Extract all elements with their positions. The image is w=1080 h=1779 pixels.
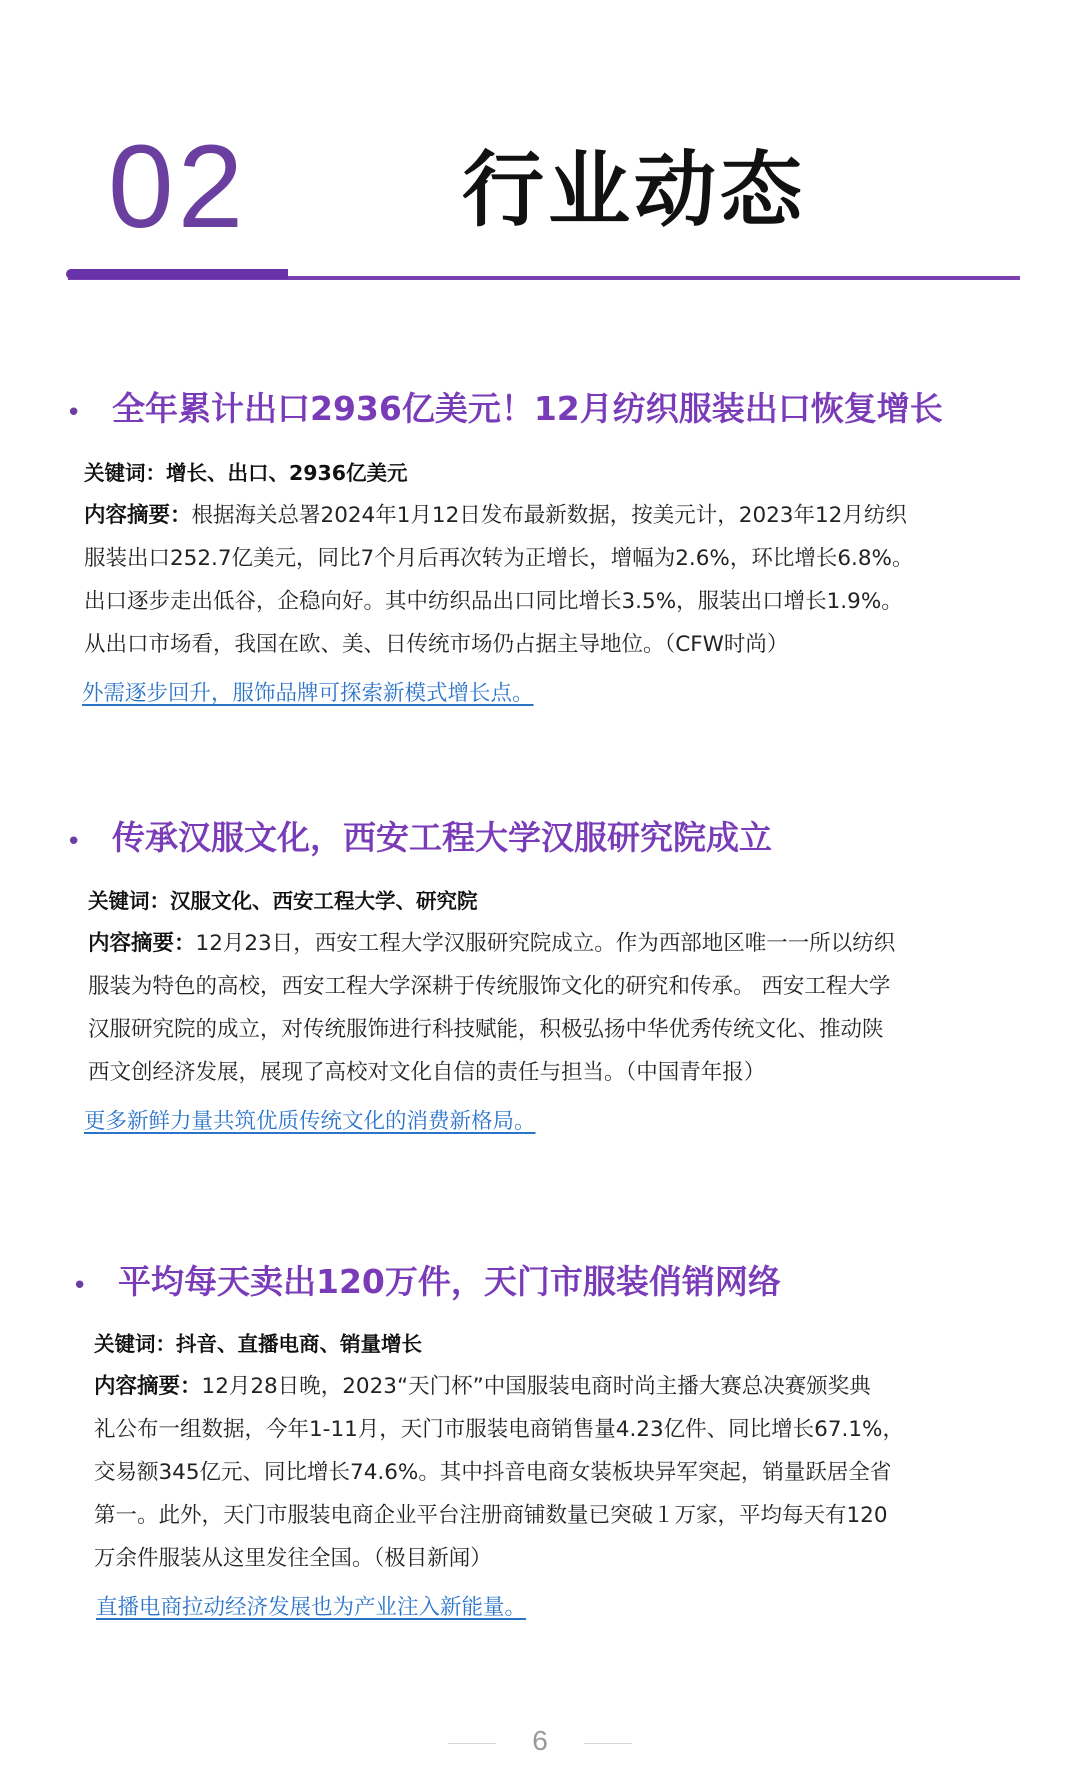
summary-line: 出口逐步走出低谷，企稳向好。其中纺织品出口同比增长3.5%，服装出口增长1.9%。 [84, 589, 903, 614]
footer-line-right [584, 1743, 632, 1744]
article-bullet: • [72, 1271, 88, 1301]
summary-label: 内容摘要： [94, 1374, 202, 1399]
page-number: 6 [532, 1725, 548, 1756]
summary-line: 根据海关总署2024年1月12日发布最新数据，按美元计，2023年12月纺织 [191, 503, 907, 528]
summary-line: 服装出口252.7亿美元，同比7个月后再次转为正增长，增幅为2.6%，环比增长6.8%。 [84, 546, 914, 571]
summary-line: 从出口市场看，我国在欧、美、日传统市场仍占据主导地位。（CFW时尚） [84, 632, 789, 657]
summary-line: 12月23日，西安工程大学汉服研究院成立。作为西部地区唯一一所以纺织 [195, 931, 896, 956]
article-summary [88, 922, 895, 1094]
summary-line: 礼公布一组数据，今年1-11月，天门市服装电商销售量4.23亿件、同比增长67.1%， [94, 1417, 904, 1442]
article-keywords: 关键词：抖音、直播电商、销量增长 [94, 1332, 422, 1356]
summary-line: 交易额345亿元、同比增长74.6%。其中抖音电商女装板块异军突起，销量跃居全省 [94, 1460, 892, 1485]
article-title: 全年累计出口2936亿美元！12月纺织服装出口恢复增长 [112, 389, 943, 428]
page-footer [0, 1723, 1080, 1763]
article-link[interactable]: 直播电商拉动经济发展也为产业注入新能量。 [96, 1595, 527, 1620]
summary-line: 第一。此外，天门市服装电商企业平台注册商铺数量已突破１万家，平均每天有120 [94, 1503, 888, 1528]
article-summary [84, 494, 913, 666]
article-keywords: 关键词：汉服文化、西安工程大学、研究院 [88, 889, 478, 913]
summary-label: 内容摘要： [88, 931, 196, 956]
article-link[interactable]: 外需逐步回升，服饰品牌可探索新模式增长点。 [82, 681, 534, 706]
header-divider-accent [66, 269, 288, 279]
article-title: 传承汉服文化，西安工程大学汉服研究院成立 [112, 818, 772, 857]
summary-line: 汉服研究院的成立，对传统服饰进行科技赋能，积极弘扬中华优秀传统文化、推动陕 [88, 1017, 884, 1042]
article-title: 平均每天卖出120万件，天门市服装俏销网络 [118, 1262, 781, 1301]
article-link[interactable]: 更多新鲜力量共筑优质传统文化的消费新格局。 [84, 1109, 536, 1134]
summary-label: 内容摘要： [84, 503, 192, 528]
article-bullet: • [66, 827, 82, 857]
summary-line: 西文创经济发展，展现了高校对文化自信的责任与担当。（中国青年报） [88, 1060, 766, 1085]
footer-line-left [448, 1743, 496, 1744]
section-title: 行业动态 [462, 143, 807, 238]
summary-line: 服装为特色的高校，西安工程大学深耕于传统服饰文化的研究和传承。 西安工程大学 [88, 974, 891, 999]
section-number: 02 [108, 121, 248, 253]
summary-line: 12月28日晚，2023“天门杯”中国服装电商时尚主播大赛总决赛颁奖典 [201, 1374, 871, 1399]
article-summary [94, 1365, 904, 1580]
summary-line: 万余件服装从这里发往全国。（极目新闻） [94, 1546, 492, 1571]
article-bullet: • [66, 398, 82, 428]
article-keywords: 关键词：增长、出口、2936亿美元 [84, 461, 408, 485]
